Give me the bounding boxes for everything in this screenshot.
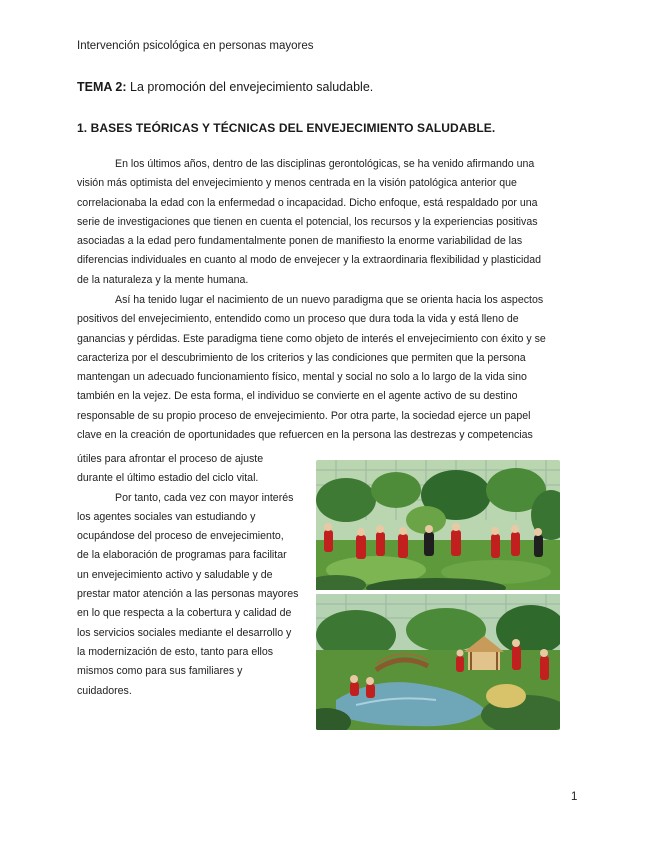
paragraph-line: responsable de su propio proceso de envejecimiento. Por otra parte, la sociedad ejerce un papel: [77, 409, 531, 422]
paragraph-line: visión más optimista del envejecimiento y menos centrada en la visión patológica anterior que: [77, 177, 517, 190]
illustration-top-panel: [316, 460, 560, 598]
paragraph-line: caracteriza por el descubrimiento de los criterios y las condiciones que permiten que la persona: [77, 351, 526, 364]
paragraph-line: de la naturaleza y la mente humana.: [77, 273, 249, 286]
paragraph-line: asociadas a la edad pero fundamentalmente ponen de manifiesto la enorme variabilidad de las: [77, 235, 523, 248]
paragraph-line: un envejecimiento activo y saludable y de: [77, 568, 273, 581]
paragraph-line: cuidadores.: [77, 684, 132, 697]
paragraph-line: mantengan un adecuado funcionamiento físico, mental y social no solo a lo largo de la vida sino: [77, 371, 527, 384]
paragraph-line: útiles para afrontar el proceso de ajuste: [77, 453, 264, 465]
topic-label: TEMA 2:: [77, 80, 127, 94]
illustration-bottom-panel: [316, 594, 560, 730]
paragraph-line: de la elaboración de programas para facilitar: [77, 549, 287, 562]
paragraph-line: Por tanto, cada vez con mayor interés: [115, 491, 294, 504]
paragraph-line: los agentes sociales van estudiando y: [77, 510, 256, 523]
paragraph-line: los servicios sociales mediante el desarrollo y: [77, 626, 292, 639]
topic-title: La promoción del envejecimiento saludable.: [130, 80, 374, 94]
paragraph-line: mismos como para sus familiares y: [77, 665, 243, 678]
paragraph-1: [77, 155, 579, 290]
paragraph-line: durante el último estadio del ciclo vital.: [77, 472, 259, 485]
paragraph-line: la modernización de esto, tanto para ellos: [77, 645, 274, 658]
paragraph-line: diferencias individuales en cuanto al modo de envejecer y la extraordinaria flexibilidad y plasticidad: [77, 254, 542, 267]
paragraph-line: también en la vejez. De esta forma, el individuo se convierte en el agente activo de su destino: [77, 390, 518, 403]
paragraph-line: prestar mator atención a las personas mayores: [77, 588, 299, 601]
paragraph-line: serie de investigaciones que tienen en cuenta el potencial, los recursos y la experiencias positivas: [77, 215, 538, 228]
paragraph-2: [77, 291, 579, 445]
section-title: 1. BASES TEÓRICAS Y TÉCNICAS DEL ENVEJECIMIENTO SALUDABLE.: [77, 121, 496, 135]
topic-heading: [77, 80, 373, 94]
paragraph-line: ganancias y pérdidas. Este paradigma tiene como objeto de interés el envejecimiento con éxito y se: [77, 332, 546, 345]
page-number: 1: [571, 791, 578, 803]
paragraph-line: clave en la creación de oportunidades que refuercen en la persona las destrezas y competencias: [77, 429, 533, 442]
paragraph-line: correlacionaba la edad con la enfermedad o incapacidad. Dicho enfoque, está respaldado por una: [77, 196, 538, 209]
column-text: [77, 450, 313, 701]
paragraph-line: Así ha tenido lugar el nacimiento de un nuevo paradigma que se orienta hacia los aspectos: [115, 294, 544, 306]
paragraph-line: positivos del envejecimiento, entendido como un proceso que dura toda la vida y está lleno de: [77, 313, 519, 326]
paragraph-line: ocupándose del proceso de envejecimiento,: [77, 530, 284, 543]
running-header: Intervención psicológica en personas mayores: [77, 40, 314, 52]
paragraph-line: en lo que respecta a la cobertura y calidad de: [77, 607, 292, 620]
illustration-image: [316, 460, 560, 730]
paragraph-line: En los últimos años, dentro de las disciplinas gerontológicas, se ha venido afirmando una: [115, 158, 535, 170]
